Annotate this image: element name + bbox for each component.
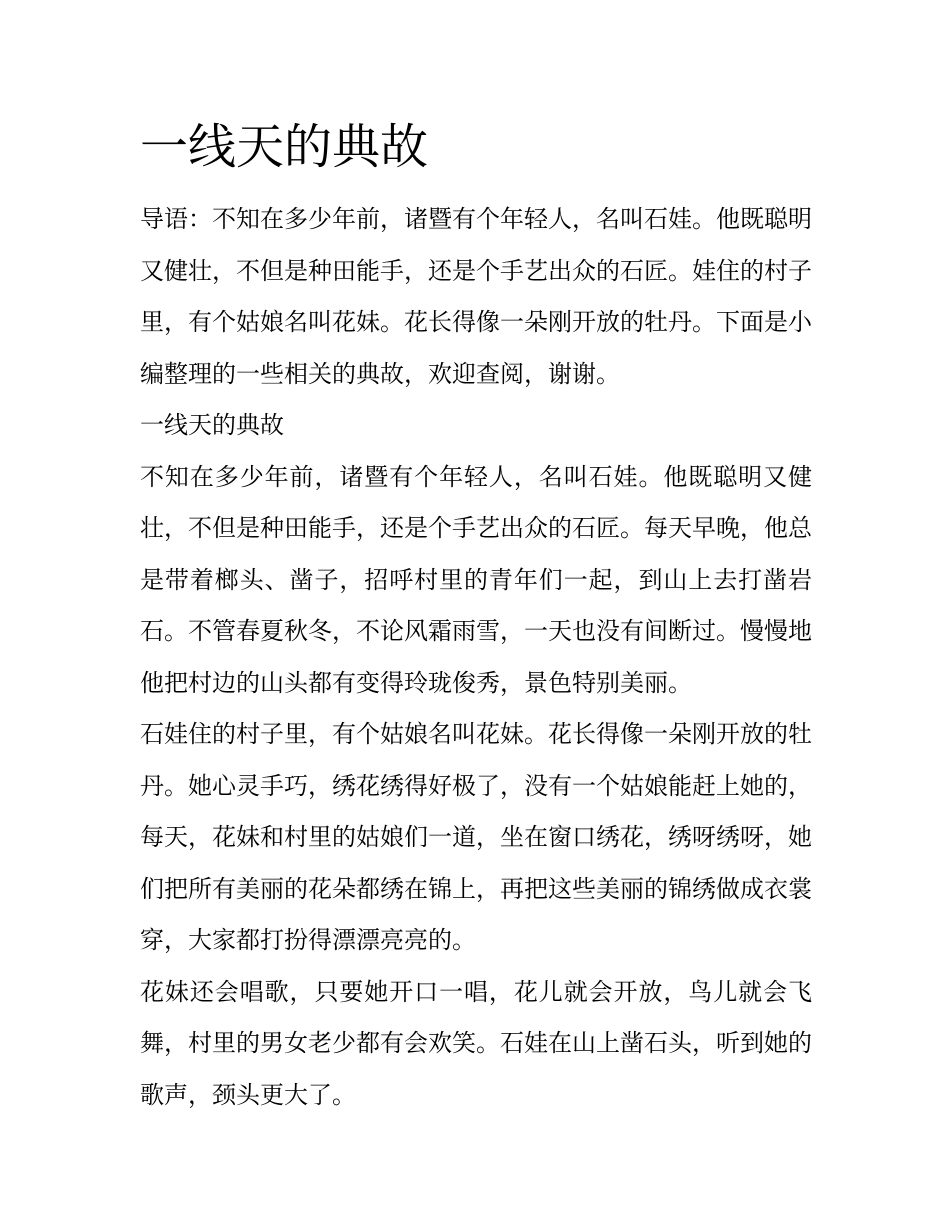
- section-heading: 一线天的典故: [140, 411, 284, 439]
- body-paragraph-3: 花妹还会唱歌，只要她开口一唱，花儿就会开放，鸟儿就会飞舞，村里的男女老少都有会欢笑。石娃在山上凿石头，听到她的歌声，颈头更大了。: [140, 977, 812, 1109]
- intro-paragraph: 导语：不知在多少年前，诸暨有个年轻人，名叫石娃。他既聪明又健壮，不但是种田能手，还是个手艺出众的石匠。娃住的村子里，有个姑娘名叫花妹。花长得像一朵刚开放的牡丹。下面是小编整理的一些相关的典故，欢迎查阅，谢谢。: [140, 205, 812, 388]
- body-paragraph-1: 不知在多少年前，诸暨有个年轻人，名叫石娃。他既聪明又健壮，不但是种田能手，还是个手艺出众的石匠。每天早晚，他总是带着榔头、凿子，招呼村里的青年们一起，到山上去打凿岩石。不管春夏秋冬，不论风霜雨雪，一天也没有间断过。慢慢地他把村边的山头都有变得玲珑俊秀，景色特别美丽。: [140, 462, 812, 697]
- document-body: [140, 112, 812, 1121]
- body-paragraph-2: 石娃住的村子里，有个姑娘名叫花妹。花长得像一朵刚开放的牡丹。她心灵手巧，绣花绣得好极了，没有一个姑娘能赶上她的，每天，花妹和村里的姑娘们一道，坐在窗口绣花，绣呀绣呀，她们把所有美丽的花朵都绣在锦上，再把这些美丽的锦绣做成衣裳穿，大家都打扮得漂漂亮亮的。: [140, 720, 812, 954]
- page-title: 一线天的典故: [140, 119, 429, 175]
